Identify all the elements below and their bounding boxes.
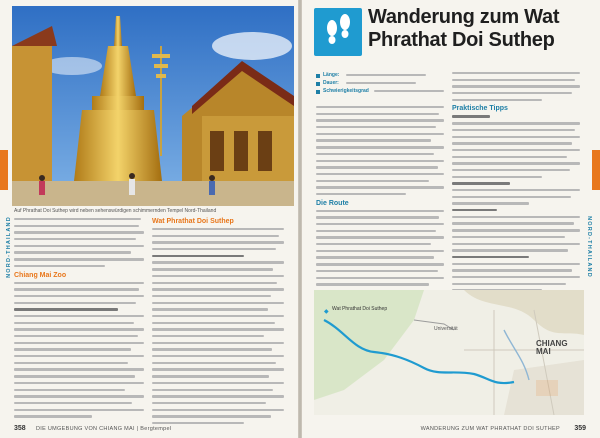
right-page: [302, 0, 600, 438]
chiang-mai-zoo-heading: Chiang Mai Zoo: [14, 271, 67, 279]
left-page: [0, 0, 298, 438]
title-line-1: Wanderung zum Wat: [368, 6, 560, 28]
info-bullet: [316, 74, 320, 78]
route-map: [314, 290, 584, 415]
footprints-icon: [314, 8, 362, 56]
footer-right: WANDERUNG ZUM WAT PHRATHAT DOI SUTHEP: [420, 426, 560, 432]
side-chapter-label: NORD-THAILAND: [586, 216, 593, 278]
page-number-right: 359: [574, 425, 586, 432]
tips-column: [452, 72, 580, 296]
info-length-label: Länge:: [323, 72, 340, 78]
info-bullet: [316, 90, 320, 94]
footer-left-separator: |: [136, 426, 139, 432]
temple-photo: [12, 6, 294, 206]
page-title: [368, 6, 559, 52]
chapter-tab: [0, 150, 8, 190]
info-difficulty-label: Schwierigkeitsgrad: [323, 88, 369, 94]
route-column: [316, 106, 444, 303]
page-number-left: 358: [14, 425, 26, 432]
footer-left-topic: Bergtempel: [140, 426, 172, 432]
title-line-2: Phrathat Doi Suthep: [368, 29, 555, 51]
map-pin-icon: ◆: [324, 309, 329, 315]
route-heading: Die Route: [316, 199, 349, 207]
tips-heading: Praktische Tipps: [452, 105, 508, 113]
map-city-label: CHIANG MAI: [536, 339, 568, 356]
right-column: [152, 218, 284, 429]
wat-phrathat-heading: Wat Phrathat Doi Suthep: [152, 218, 234, 225]
footer-left: [36, 426, 171, 432]
footer-left-chapter: DIE UMGEBUNG VON CHIANG MAI: [36, 426, 135, 432]
map-temple-label: Wat Phrathat Doi Suthep: [332, 306, 388, 312]
info-duration-label: Dauer:: [323, 80, 339, 86]
info-bullet: [316, 82, 320, 86]
photo-caption: Auf Phrathat Doi Suthep wird neben sehenswürdigen schimmernden Tempel Nord-Thailand: [14, 208, 217, 214]
left-column: [14, 218, 144, 422]
side-chapter-label: NORD-THAILAND: [5, 216, 12, 278]
chapter-tab: [592, 150, 600, 190]
map-university-label: Universität: [434, 326, 458, 332]
